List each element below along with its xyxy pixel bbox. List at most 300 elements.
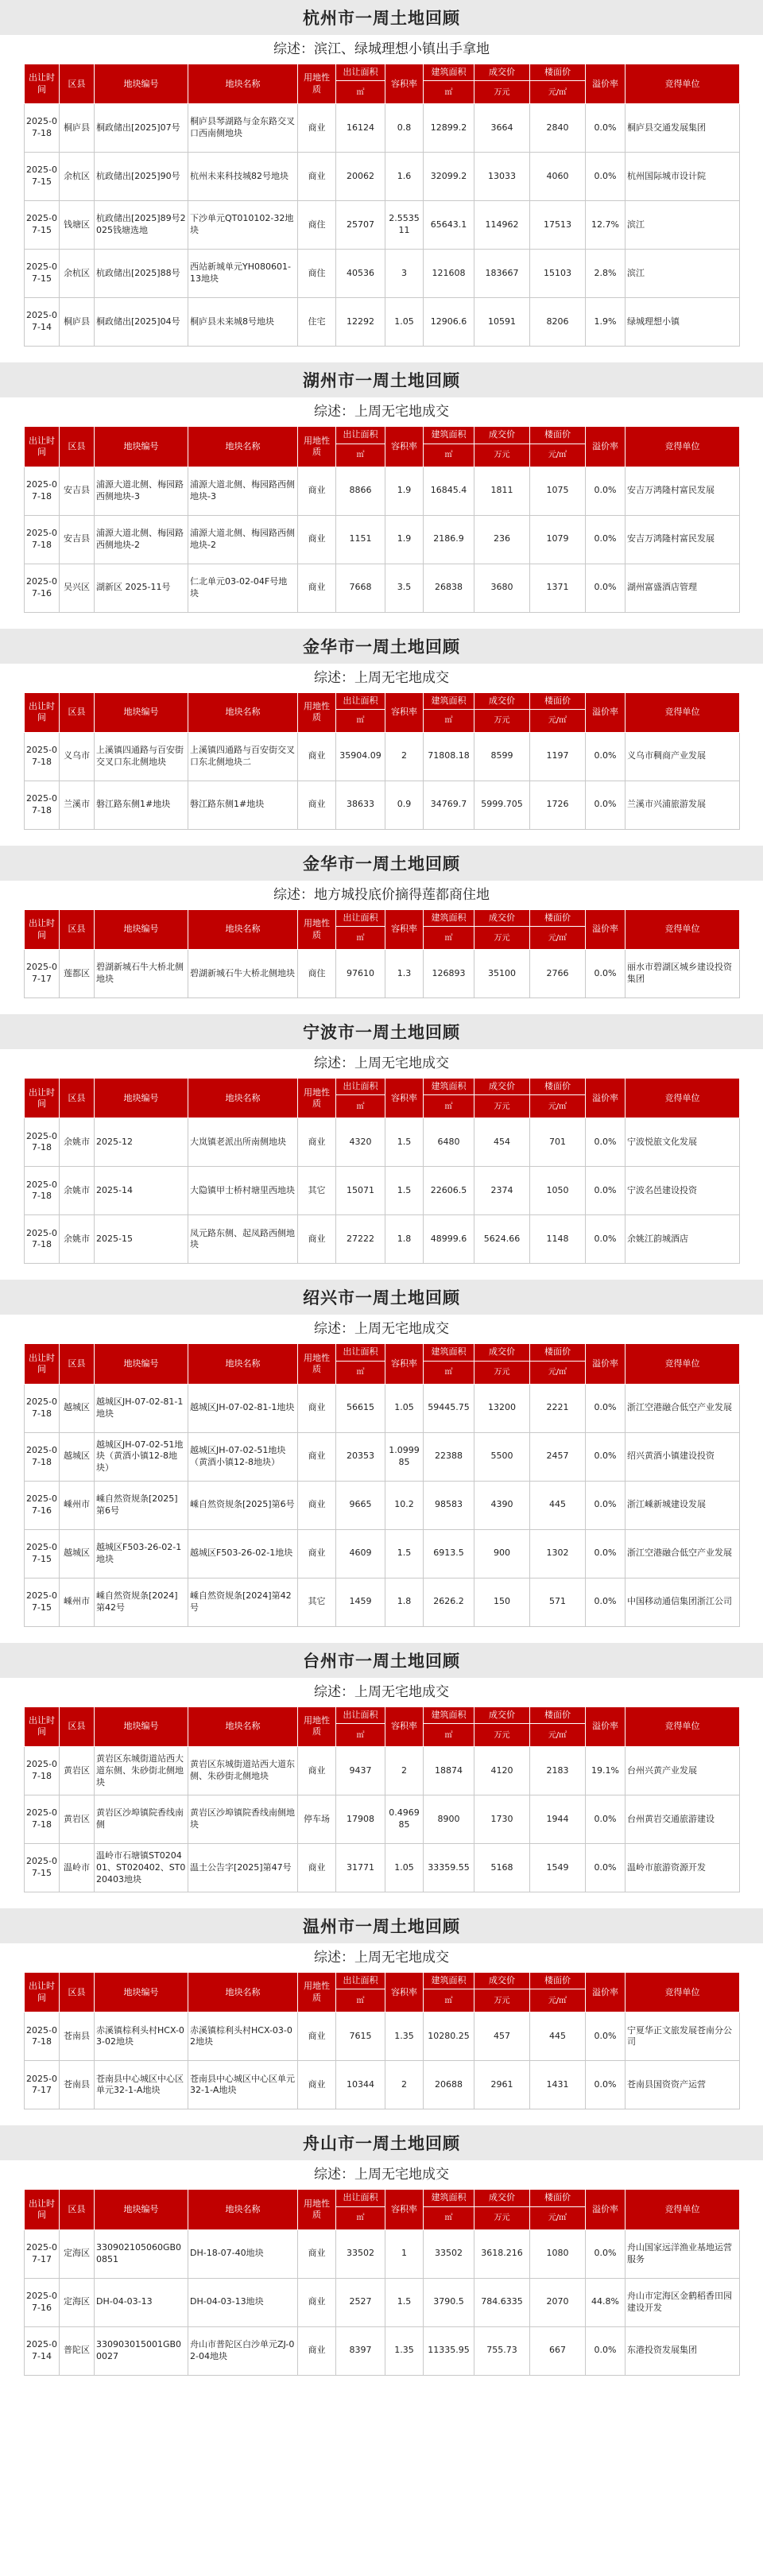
cell-use: 商业: [298, 104, 336, 153]
cell-date: 2025-07-18: [25, 1795, 60, 1844]
cell-area: 8866: [336, 467, 385, 515]
column-header: 楼面价: [530, 427, 586, 444]
cell-build-area: 12906.6: [424, 298, 474, 347]
unit-header: ㎡: [336, 1361, 385, 1384]
cell-far: 1.5: [385, 1167, 424, 1215]
unit-header: 元/㎡: [530, 81, 586, 104]
cell-build-area: 33359.55: [424, 1844, 474, 1892]
cell-price: 5624.66: [474, 1215, 530, 1264]
unit-header: 元/㎡: [530, 2206, 586, 2229]
cell-area: 1459: [336, 1578, 385, 1626]
cell-winner: 兰溪市兴浦旅游发展: [626, 781, 740, 829]
column-header: 地块名称: [188, 64, 298, 104]
section-summary: 综述：上周无宅地成交: [314, 404, 449, 420]
cell-name: 凤元路东侧、起凤路西侧地块: [188, 1215, 298, 1264]
table-row: [25, 153, 740, 201]
column-header: 竞得单位: [626, 64, 740, 104]
section-title: 温州市一周土地回顾: [0, 1908, 763, 1943]
cell-area: 20353: [336, 1432, 385, 1481]
cell-district: 越城区: [60, 1432, 95, 1481]
cell-code: 杭政储出[2025]89号2025钱塘选地: [95, 201, 188, 250]
city-section: [0, 1280, 763, 1642]
cell-district: 嵊州市: [60, 1481, 95, 1529]
table-row: [25, 1529, 740, 1578]
column-header: 地块编号: [95, 1706, 188, 1746]
column-header: 地块名称: [188, 2190, 298, 2229]
table-row: [25, 1432, 740, 1481]
cell-use: 商住: [298, 201, 336, 250]
cell-date: 2025-07-18: [25, 1167, 60, 1215]
section-summary: 综述：地方城投底价摘得莲都商住地: [273, 886, 490, 903]
unit-header: 万元: [474, 1989, 530, 2012]
column-header: 地块名称: [188, 427, 298, 467]
cell-date: 2025-07-14: [25, 2326, 60, 2375]
cell-code: 苍南县中心城区中心区单元32-1-A地块: [95, 2061, 188, 2109]
cell-price: 3680: [474, 564, 530, 612]
cell-code: 杭政储出[2025]90号: [95, 153, 188, 201]
column-header: 用地性质: [298, 692, 336, 732]
column-header: 成交价: [474, 909, 530, 926]
cell-use: 商业: [298, 1118, 336, 1167]
cell-far: 1.8: [385, 1215, 424, 1264]
cell-winner: 中国移动通信集团浙江公司: [626, 1578, 740, 1626]
cell-far: 2: [385, 1747, 424, 1795]
table-row: [25, 950, 740, 998]
city-section: [0, 362, 763, 628]
cell-floor-price: 1944: [530, 1795, 586, 1844]
cell-area: 40536: [336, 250, 385, 298]
cell-district: 黄岩区: [60, 1747, 95, 1795]
cell-build-area: 33502: [424, 2229, 474, 2278]
cell-premium: 0.0%: [586, 2061, 626, 2109]
column-header: 楼面价: [530, 909, 586, 926]
table-wrapper: [0, 1972, 763, 2125]
cell-winner: 宁夏华正文旅发展苍南分公司: [626, 2012, 740, 2061]
unit-header: ㎡: [336, 1989, 385, 2012]
unit-header: ㎡: [424, 2206, 474, 2229]
column-header: 地块名称: [188, 1344, 298, 1384]
cell-build-area: 22388: [424, 1432, 474, 1481]
cell-premium: 0.0%: [586, 1795, 626, 1844]
cell-floor-price: 1079: [530, 515, 586, 564]
table-row: [25, 2229, 740, 2278]
cell-area: 7668: [336, 564, 385, 612]
cell-district: 嵊州市: [60, 1578, 95, 1626]
cell-area: 56615: [336, 1384, 385, 1432]
unit-header: ㎡: [424, 1361, 474, 1384]
cell-price: 2961: [474, 2061, 530, 2109]
cell-far: 1.05: [385, 1844, 424, 1892]
table-row: [25, 1167, 740, 1215]
column-header: 出让面积: [336, 1706, 385, 1723]
cell-name: 大岚镇老派出所南侧地块: [188, 1118, 298, 1167]
cell-name: 赤溪镇棕利头村HCX-03-02地块: [188, 2012, 298, 2061]
column-header: 用地性质: [298, 2190, 336, 2229]
column-header: 出让时间: [25, 1973, 60, 2012]
cell-code: 碧湖新城石牛大桥北侧地块: [95, 950, 188, 998]
unit-header: 万元: [474, 709, 530, 732]
cell-use: 商业: [298, 467, 336, 515]
cell-code: 浦源大道北侧、梅园路西侧地块-2: [95, 515, 188, 564]
cell-floor-price: 1371: [530, 564, 586, 612]
cell-district: 桐庐县: [60, 104, 95, 153]
land-table: [24, 2189, 740, 2375]
cell-winner: 浙江嵊新城建设发展: [626, 1481, 740, 1529]
column-header: 建筑面积: [424, 1344, 474, 1361]
column-header: 建筑面积: [424, 2190, 474, 2206]
cell-date: 2025-07-18: [25, 2012, 60, 2061]
unit-header: ㎡: [336, 927, 385, 950]
cell-date: 2025-07-18: [25, 515, 60, 564]
cell-code: 黄岩区沙埠镇院香线南侧: [95, 1795, 188, 1844]
cell-code: 浦源大道北侧、梅园路西侧地块-3: [95, 467, 188, 515]
cell-winner: 苍南县国资资产运营: [626, 2061, 740, 2109]
column-header: 地块编号: [95, 64, 188, 104]
cell-build-area: 6913.5: [424, 1529, 474, 1578]
unit-header: 万元: [474, 81, 530, 104]
cell-floor-price: 1549: [530, 1844, 586, 1892]
cell-winner: 舟山国家远洋渔业基地运营服务: [626, 2229, 740, 2278]
unit-header: ㎡: [336, 1724, 385, 1747]
cell-date: 2025-07-18: [25, 781, 60, 829]
cell-use: 商业: [298, 2278, 336, 2326]
column-header: 成交价: [474, 1344, 530, 1361]
cell-district: 定海区: [60, 2278, 95, 2326]
cell-floor-price: 445: [530, 1481, 586, 1529]
cell-premium: 0.0%: [586, 950, 626, 998]
column-header: 竞得单位: [626, 909, 740, 949]
column-header: 容积率: [385, 1706, 424, 1746]
cell-code: DH-04-03-13: [95, 2278, 188, 2326]
cell-use: 商业: [298, 1215, 336, 1264]
table-wrapper: [0, 909, 763, 1014]
column-header: 成交价: [474, 2190, 530, 2206]
cell-premium: 0.0%: [586, 1118, 626, 1167]
cell-winner: 余姚江韵城酒店: [626, 1215, 740, 1264]
table-row: [25, 1795, 740, 1844]
cell-floor-price: 1431: [530, 2061, 586, 2109]
table-wrapper: [0, 426, 763, 628]
unit-header: 元/㎡: [530, 709, 586, 732]
header-row: [25, 1706, 740, 1723]
cell-name: 浦源大道北侧、梅园路西侧地块-2: [188, 515, 298, 564]
cell-date: 2025-07-17: [25, 2061, 60, 2109]
cell-code: 越城区JH-07-02-51地块（黄酒小镇12-8地块）: [95, 1432, 188, 1481]
cell-date: 2025-07-15: [25, 1844, 60, 1892]
cell-price: 13033: [474, 153, 530, 201]
column-header: 区县: [60, 692, 95, 732]
cell-date: 2025-07-18: [25, 1215, 60, 1264]
cell-build-area: 59445.75: [424, 1384, 474, 1432]
column-header: 出让时间: [25, 1344, 60, 1384]
city-section: [0, 1908, 763, 2125]
cell-use: 商业: [298, 153, 336, 201]
cell-far: 1: [385, 2229, 424, 2278]
cell-premium: 0.0%: [586, 1844, 626, 1892]
cell-name: 西站新城单元YH080601-13地块: [188, 250, 298, 298]
cell-use: 商业: [298, 1844, 336, 1892]
table-row: [25, 515, 740, 564]
cell-area: 4609: [336, 1529, 385, 1578]
cell-area: 4320: [336, 1118, 385, 1167]
unit-header: 万元: [474, 1361, 530, 1384]
cell-date: 2025-07-18: [25, 1747, 60, 1795]
unit-header: 万元: [474, 1095, 530, 1118]
cell-price: 1811: [474, 467, 530, 515]
table-row: [25, 1747, 740, 1795]
cell-premium: 0.0%: [586, 153, 626, 201]
cell-floor-price: 1080: [530, 2229, 586, 2278]
column-header: 地块名称: [188, 1973, 298, 2012]
cell-winner: 东港投资发展集团: [626, 2326, 740, 2375]
cell-far: 1.5: [385, 2278, 424, 2326]
cell-use: 其它: [298, 1167, 336, 1215]
column-header: 出让时间: [25, 1706, 60, 1746]
cell-use: 商住: [298, 950, 336, 998]
cell-area: 2527: [336, 2278, 385, 2326]
column-header: 溢价率: [586, 1706, 626, 1746]
cell-floor-price: 1148: [530, 1215, 586, 1264]
cell-floor-price: 1726: [530, 781, 586, 829]
cell-area: 8397: [336, 2326, 385, 2375]
cell-use: 商业: [298, 2326, 336, 2375]
cell-price: 35100: [474, 950, 530, 998]
cell-code: 桐政储出[2025]04号: [95, 298, 188, 347]
cell-premium: 0.0%: [586, 2229, 626, 2278]
column-header: 地块编号: [95, 1973, 188, 2012]
cell-price: 5999.705: [474, 781, 530, 829]
cell-name: 仁北单元03-02-04F号地块: [188, 564, 298, 612]
column-header: 溢价率: [586, 909, 626, 949]
cell-far: 1.9: [385, 467, 424, 515]
cell-price: 2374: [474, 1167, 530, 1215]
section-summary: 综述：上周无宅地成交: [314, 1321, 449, 1338]
cell-area: 25707: [336, 201, 385, 250]
unit-header: ㎡: [336, 709, 385, 732]
cell-premium: 0.0%: [586, 467, 626, 515]
header-row: [25, 64, 740, 81]
table-row: [25, 2326, 740, 2375]
section-title: 湖州市一周土地回顾: [0, 362, 763, 397]
cell-floor-price: 1050: [530, 1167, 586, 1215]
column-header: 出让时间: [25, 64, 60, 104]
cell-build-area: 126893: [424, 950, 474, 998]
column-header: 溢价率: [586, 1079, 626, 1118]
cell-price: 457: [474, 2012, 530, 2061]
column-header: 楼面价: [530, 1344, 586, 1361]
cell-name: 下沙单元QT010102-32地块: [188, 201, 298, 250]
cell-district: 苍南县: [60, 2061, 95, 2109]
cell-name: DH-04-03-13地块: [188, 2278, 298, 2326]
column-header: 容积率: [385, 692, 424, 732]
column-header: 区县: [60, 427, 95, 467]
unit-header: ㎡: [424, 1989, 474, 2012]
section-title: 舟山市一周土地回顾: [0, 2125, 763, 2160]
column-header: 成交价: [474, 692, 530, 709]
column-header: 成交价: [474, 427, 530, 444]
cell-price: 8599: [474, 732, 530, 781]
cell-winner: 温岭市旅游资源开发: [626, 1844, 740, 1892]
column-header: 容积率: [385, 909, 424, 949]
cell-code: 越城区JH-07-02-81-1地块: [95, 1384, 188, 1432]
cell-winner: 丽水市碧湖区城乡建设投资集团: [626, 950, 740, 998]
cell-district: 定海区: [60, 2229, 95, 2278]
table-row: [25, 1384, 740, 1432]
cell-far: 1.05: [385, 1384, 424, 1432]
cell-floor-price: 2221: [530, 1384, 586, 1432]
cell-code: 温岭市石塘镇ST020401、ST020402、ST020403地块: [95, 1844, 188, 1892]
cell-district: 余杭区: [60, 153, 95, 201]
column-header: 区县: [60, 909, 95, 949]
cell-build-area: 26838: [424, 564, 474, 612]
cell-premium: 0.0%: [586, 1384, 626, 1432]
cell-far: 1.099985: [385, 1432, 424, 1481]
cell-date: 2025-07-15: [25, 1578, 60, 1626]
cell-far: 2: [385, 2061, 424, 2109]
cell-premium: 0.0%: [586, 1167, 626, 1215]
table-row: [25, 1118, 740, 1167]
section-summary: 综述：上周无宅地成交: [314, 1950, 449, 1966]
cell-far: 3: [385, 250, 424, 298]
cell-winner: 安吉万鸿隆村富民发展: [626, 467, 740, 515]
cell-district: 苍南县: [60, 2012, 95, 2061]
cell-district: 安吉县: [60, 515, 95, 564]
column-header: 建筑面积: [424, 1079, 474, 1095]
cell-far: 2.553511: [385, 201, 424, 250]
cell-date: 2025-07-15: [25, 250, 60, 298]
cell-price: 183667: [474, 250, 530, 298]
column-header: 溢价率: [586, 64, 626, 104]
cell-name: 桐庐县未来城8号地块: [188, 298, 298, 347]
cell-area: 35904.09: [336, 732, 385, 781]
cell-winner: 滨江: [626, 201, 740, 250]
cell-build-area: 20688: [424, 2061, 474, 2109]
section-summary: 综述：上周无宅地成交: [314, 1056, 449, 1072]
column-header: 出让面积: [336, 2190, 385, 2206]
unit-header: 元/㎡: [530, 1095, 586, 1118]
cell-use: 商业: [298, 1432, 336, 1481]
city-section: [0, 846, 763, 1014]
section-summary: 综述：上周无宅地成交: [314, 669, 449, 686]
cell-price: 784.6335: [474, 2278, 530, 2326]
cell-district: 义乌市: [60, 732, 95, 781]
cell-premium: 0.0%: [586, 2326, 626, 2375]
cell-name: 越城区JH-07-02-51地块（黄酒小镇12-8地块）: [188, 1432, 298, 1481]
cell-name: 嵊自然资规条[2025]第6号: [188, 1481, 298, 1529]
cell-district: 黄岩区: [60, 1795, 95, 1844]
cell-floor-price: 1075: [530, 467, 586, 515]
column-header: 地块编号: [95, 427, 188, 467]
cell-area: 17908: [336, 1795, 385, 1844]
cell-far: 1.05: [385, 298, 424, 347]
cell-winner: 宁波悦旅文化发展: [626, 1118, 740, 1167]
cell-floor-price: 2183: [530, 1747, 586, 1795]
cell-area: 7615: [336, 2012, 385, 2061]
cell-build-area: 34769.7: [424, 781, 474, 829]
unit-header: ㎡: [424, 1095, 474, 1118]
cell-name: 磐江路东侧1#地块: [188, 781, 298, 829]
unit-header: 元/㎡: [530, 1989, 586, 2012]
column-header: 地块编号: [95, 909, 188, 949]
cell-date: 2025-07-14: [25, 298, 60, 347]
column-header: 区县: [60, 1973, 95, 2012]
table-row: [25, 2278, 740, 2326]
cell-name: DH-18-07-40地块: [188, 2229, 298, 2278]
cell-district: 吴兴区: [60, 564, 95, 612]
column-header: 地块编号: [95, 2190, 188, 2229]
cell-date: 2025-07-18: [25, 1118, 60, 1167]
cell-build-area: 48999.6: [424, 1215, 474, 1264]
cell-premium: 0.0%: [586, 1578, 626, 1626]
cell-code: 桐政储出[2025]07号: [95, 104, 188, 153]
cell-area: 15071: [336, 1167, 385, 1215]
cell-date: 2025-07-15: [25, 153, 60, 201]
cell-name: 黄岩区东城街道站西大道东侧、朱砂街北侧地块: [188, 1747, 298, 1795]
table-row: [25, 104, 740, 153]
cell-build-area: 12899.2: [424, 104, 474, 153]
unit-header: 万元: [474, 444, 530, 467]
column-header: 竞得单位: [626, 2190, 740, 2229]
unit-header: ㎡: [424, 709, 474, 732]
column-header: 用地性质: [298, 64, 336, 104]
column-header: 楼面价: [530, 2190, 586, 2206]
cell-district: 越城区: [60, 1384, 95, 1432]
column-header: 地块名称: [188, 1706, 298, 1746]
column-header: 建筑面积: [424, 692, 474, 709]
land-table: [24, 909, 740, 998]
cell-area: 9665: [336, 1481, 385, 1529]
cell-use: 商住: [298, 250, 336, 298]
cell-premium: 19.1%: [586, 1747, 626, 1795]
column-header: 建筑面积: [424, 1706, 474, 1723]
column-header: 容积率: [385, 1079, 424, 1118]
column-header: 成交价: [474, 1973, 530, 1989]
cell-area: 33502: [336, 2229, 385, 2278]
cell-far: 1.5: [385, 1118, 424, 1167]
column-header: 竞得单位: [626, 1973, 740, 2012]
header-row: [25, 427, 740, 444]
cell-area: 1151: [336, 515, 385, 564]
table-row: [25, 2012, 740, 2061]
cell-use: 商业: [298, 1384, 336, 1432]
cell-date: 2025-07-17: [25, 950, 60, 998]
unit-header: ㎡: [336, 444, 385, 467]
cell-date: 2025-07-17: [25, 2229, 60, 2278]
column-header: 竞得单位: [626, 427, 740, 467]
column-header: 出让面积: [336, 1079, 385, 1095]
header-row: [25, 1973, 740, 1989]
column-header: 出让时间: [25, 1079, 60, 1118]
cell-use: 商业: [298, 781, 336, 829]
unit-header: ㎡: [424, 927, 474, 950]
cell-price: 3664: [474, 104, 530, 153]
cell-price: 5500: [474, 1432, 530, 1481]
table-row: [25, 564, 740, 612]
column-header: 用地性质: [298, 427, 336, 467]
cell-name: 浦源大道北侧、梅园路西侧地块-3: [188, 467, 298, 515]
cell-district: 余杭区: [60, 250, 95, 298]
section-title: 台州市一周土地回顾: [0, 1643, 763, 1678]
table-row: [25, 467, 740, 515]
cell-floor-price: 2070: [530, 2278, 586, 2326]
column-header: 区县: [60, 1344, 95, 1384]
column-header: 容积率: [385, 1973, 424, 2012]
cell-date: 2025-07-18: [25, 732, 60, 781]
cell-winner: 绍兴黄酒小镇建设投资: [626, 1432, 740, 1481]
cell-floor-price: 15103: [530, 250, 586, 298]
cell-price: 114962: [474, 201, 530, 250]
cell-winner: 绿城理想小镇: [626, 298, 740, 347]
